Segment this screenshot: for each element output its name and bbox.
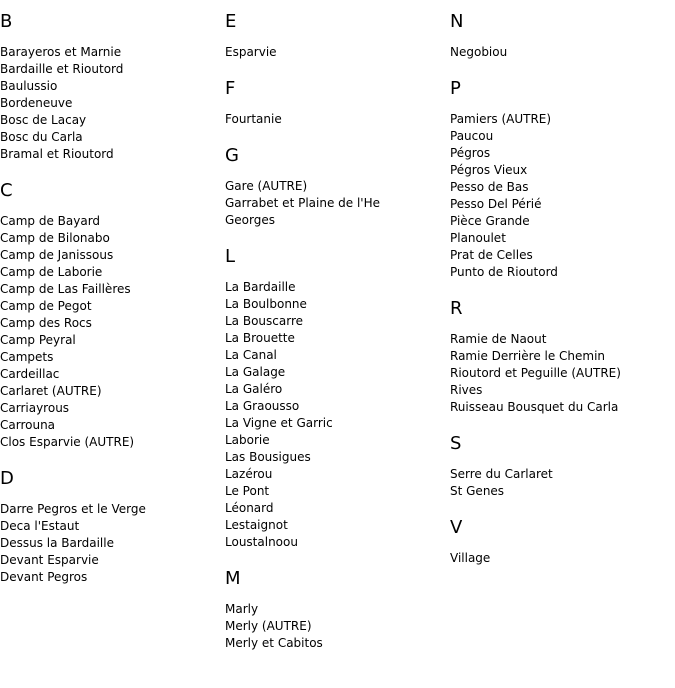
place-link[interactable]: Pièce Grande: [450, 214, 530, 228]
place-list: [225, 44, 450, 61]
place-link[interactable]: Gare (AUTRE): [225, 179, 308, 193]
place-link[interactable]: Camp de Bilonabo: [0, 231, 110, 245]
place-list: [0, 213, 225, 451]
place-link[interactable]: Fourtanie: [225, 112, 282, 126]
place-link[interactable]: Ramie Derrière le Chemin: [450, 349, 606, 363]
place-link[interactable]: Le Pont: [225, 484, 270, 498]
letter-heading: V: [450, 517, 463, 538]
letter-heading: E: [225, 11, 237, 32]
place-link[interactable]: Camp des Rocs: [0, 316, 92, 330]
place-link[interactable]: La Brouette: [225, 331, 295, 345]
place-link[interactable]: Carriayrous: [0, 401, 70, 415]
letter-group-e: [225, 12, 450, 61]
place-link[interactable]: Camp de Bayard: [0, 214, 101, 228]
letter-heading: B: [0, 11, 13, 32]
place-link[interactable]: Planoulet: [450, 231, 506, 245]
place-link[interactable]: Serre du Carlaret: [450, 467, 553, 481]
place-link[interactable]: Deca l'Estaut: [0, 519, 80, 533]
place-link[interactable]: Carrouna: [0, 418, 56, 432]
place-link[interactable]: Bosc de Lacay: [0, 113, 87, 127]
place-link[interactable]: Marly: [225, 602, 259, 616]
place-link[interactable]: Dessus la Bardaille: [0, 536, 114, 550]
place-link[interactable]: Rives: [450, 383, 483, 397]
place-link[interactable]: La Bardaille: [225, 280, 296, 294]
letter-group-p: [450, 79, 675, 281]
place-link[interactable]: Garrabet et Plaine de l'He: [225, 196, 380, 210]
place-link[interactable]: La Boulbonne: [225, 297, 307, 311]
place-link[interactable]: Georges: [225, 213, 275, 227]
place-link[interactable]: La Canal: [225, 348, 277, 362]
place-link[interactable]: Esparvie: [225, 45, 277, 59]
place-link[interactable]: Camp de Janissous: [0, 248, 114, 262]
place-list: [450, 466, 675, 500]
place-link[interactable]: Pesso de Bas: [450, 180, 529, 194]
place-link[interactable]: Las Bousigues: [225, 450, 311, 464]
letter-group-r: [450, 299, 675, 416]
letter-heading: S: [450, 433, 462, 454]
place-link[interactable]: La Bouscarre: [225, 314, 304, 328]
letter-heading: L: [225, 246, 236, 267]
place-list: [0, 501, 225, 586]
letter-group-b: [0, 12, 225, 163]
place-link[interactable]: St Genes: [450, 484, 505, 498]
place-list: [225, 279, 450, 551]
letter-group-l: [225, 247, 450, 551]
place-link[interactable]: Pamiers (AUTRE): [450, 112, 552, 126]
letter-group-m: [225, 569, 450, 652]
letter-heading: P: [450, 78, 461, 99]
place-link[interactable]: Laborie: [225, 433, 270, 447]
letter-group-d: [0, 469, 225, 586]
column-3: [450, 12, 675, 585]
letter-group-v: [450, 518, 675, 567]
place-link[interactable]: Lestaignot: [225, 518, 288, 532]
place-link[interactable]: Camp de Las Faillères: [0, 282, 131, 296]
place-link[interactable]: Pesso Del Périé: [450, 197, 542, 211]
place-link[interactable]: Barayeros et Marnie: [0, 45, 122, 59]
place-link[interactable]: Pégros: [450, 146, 491, 160]
place-link[interactable]: La Graousso: [225, 399, 300, 413]
place-link[interactable]: Merly (AUTRE): [225, 619, 312, 633]
place-link[interactable]: Pégros Vieux: [450, 163, 528, 177]
letter-heading: R: [450, 298, 463, 319]
place-link[interactable]: La Galage: [225, 365, 286, 379]
place-list: [225, 178, 450, 229]
place-link[interactable]: Camp de Laborie: [0, 265, 103, 279]
place-link[interactable]: Campets: [0, 350, 54, 364]
place-list: [450, 111, 675, 281]
place-link[interactable]: Loustalnoou: [225, 535, 298, 549]
column-2: [225, 12, 450, 670]
place-link[interactable]: Bardaille et Rioutord: [0, 62, 124, 76]
letter-group-f: [225, 79, 450, 128]
letter-group-s: [450, 434, 675, 500]
place-link[interactable]: Darre Pegros et le Verge: [0, 502, 146, 516]
letter-heading: C: [0, 180, 13, 201]
place-link[interactable]: Bosc du Carla: [0, 130, 83, 144]
place-link[interactable]: La Vigne et Garric: [225, 416, 333, 430]
letter-heading: M: [225, 568, 241, 589]
place-list: [225, 601, 450, 652]
place-link[interactable]: Negobiou: [450, 45, 508, 59]
place-link[interactable]: Clos Esparvie (AUTRE): [0, 435, 135, 449]
place-link[interactable]: Ruisseau Bousquet du Carla: [450, 400, 619, 414]
letter-heading: F: [225, 78, 236, 99]
place-link[interactable]: Punto de Rioutord: [450, 265, 558, 279]
place-link[interactable]: Camp Peyral: [0, 333, 76, 347]
letter-group-g: [225, 146, 450, 229]
place-link[interactable]: Paucou: [450, 129, 494, 143]
place-list: [225, 111, 450, 128]
place-link[interactable]: Devant Pegros: [0, 570, 88, 584]
letter-group-c: [0, 181, 225, 451]
place-link[interactable]: Lazérou: [225, 467, 273, 481]
place-link[interactable]: Bramal et Rioutord: [0, 147, 114, 161]
place-link[interactable]: Cardeillac: [0, 367, 60, 381]
place-link[interactable]: Ramie de Naout: [450, 332, 547, 346]
place-link[interactable]: Village: [450, 551, 491, 565]
place-list: [450, 331, 675, 416]
place-link[interactable]: Rioutord et Peguille (AUTRE): [450, 366, 621, 380]
place-link[interactable]: Léonard: [225, 501, 274, 515]
place-list: [450, 44, 675, 61]
place-link[interactable]: Bordeneuve: [0, 96, 73, 110]
place-list: [450, 550, 675, 567]
place-link[interactable]: Baulussio: [0, 79, 58, 93]
letter-heading: G: [225, 145, 239, 166]
letter-heading: D: [0, 468, 14, 489]
letter-group-n: [450, 12, 675, 61]
place-link[interactable]: Carlaret (AUTRE): [0, 384, 102, 398]
place-link[interactable]: Devant Esparvie: [0, 553, 99, 567]
place-link[interactable]: Prat de Celles: [450, 248, 533, 262]
place-link[interactable]: Camp de Pegot: [0, 299, 92, 313]
letter-heading: N: [450, 11, 464, 32]
place-link[interactable]: Merly et Cabitos: [225, 636, 323, 650]
place-list: [0, 44, 225, 163]
place-link[interactable]: La Galéro: [225, 382, 283, 396]
column-1: [0, 12, 225, 604]
